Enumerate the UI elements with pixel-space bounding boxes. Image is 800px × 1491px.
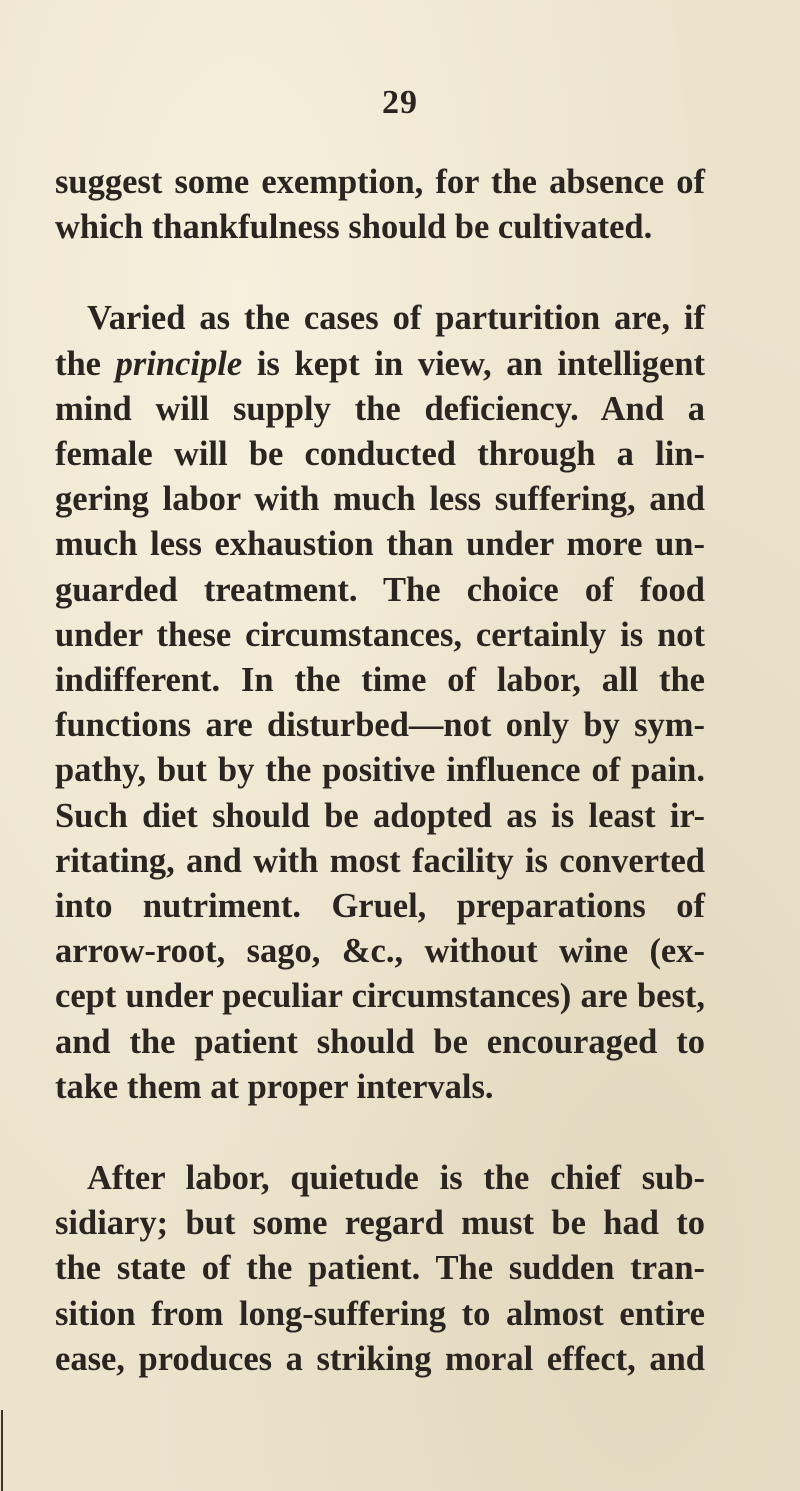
text-line: gering labor with much less suffering, and [55,480,705,519]
text-line: mind will supply the deficiency. And a [55,389,705,428]
text-line: cept under peculiar circumstances) are best, [55,977,705,1016]
text-line: under these circumstances, certainly is not [55,615,705,654]
text-line: sition from long-suffering to almost entire [55,1294,705,1333]
text-line: After labor, quietude is the chief sub- [87,1159,705,1198]
text-line: take them at proper intervals. [55,1067,494,1106]
text-line: pathy, but by the positive influence of pain. [55,751,705,790]
paragraph-3 [55,1156,705,1382]
text-line: guarded treatment. The choice of food [55,570,705,609]
paragraph-gap [55,250,705,296]
page-number: 29 [382,84,418,121]
text-line: Varied as the cases of parturition are, if [87,299,705,338]
text-line: which thankfulness should be cultivated. [55,208,653,247]
text-line: sidiary; but some regard must be had to [55,1204,705,1243]
text-line: Such diet should be adopted as is least ir- [55,796,705,835]
page-body [55,160,705,1382]
paragraph-gap [55,1110,705,1156]
text-line: and the patient should be encouraged to [55,1022,705,1061]
text-line: ease, produces a striking moral effect, and [55,1339,705,1378]
text-line: into nutriment. Gruel, preparations of [55,887,705,926]
text-line: arrow-root, sago, &c., without wine (ex- [55,932,705,971]
text-line: functions are disturbed—not only by sym- [55,706,705,745]
text-line: the state of the patient. The sudden tran- [55,1249,705,1288]
text-line-with-italic [55,342,705,387]
text-line: suggest some exemption, for the absence of [55,163,705,201]
paragraph-1 [55,160,705,250]
text-run: the [55,344,116,383]
text-line: ritating, and with most facility is converted [55,841,705,880]
paragraph-2 [55,296,705,1110]
text-run: is kept in view, an intelligent [242,344,705,383]
margin-line [1,1410,3,1491]
text-line: female will be conducted through a lin- [55,435,705,474]
italic-word-principle: principle [115,344,243,383]
text-line: much less exhaustion than under more un- [55,525,705,564]
text-line: indifferent. In the time of labor, all the [55,661,705,700]
